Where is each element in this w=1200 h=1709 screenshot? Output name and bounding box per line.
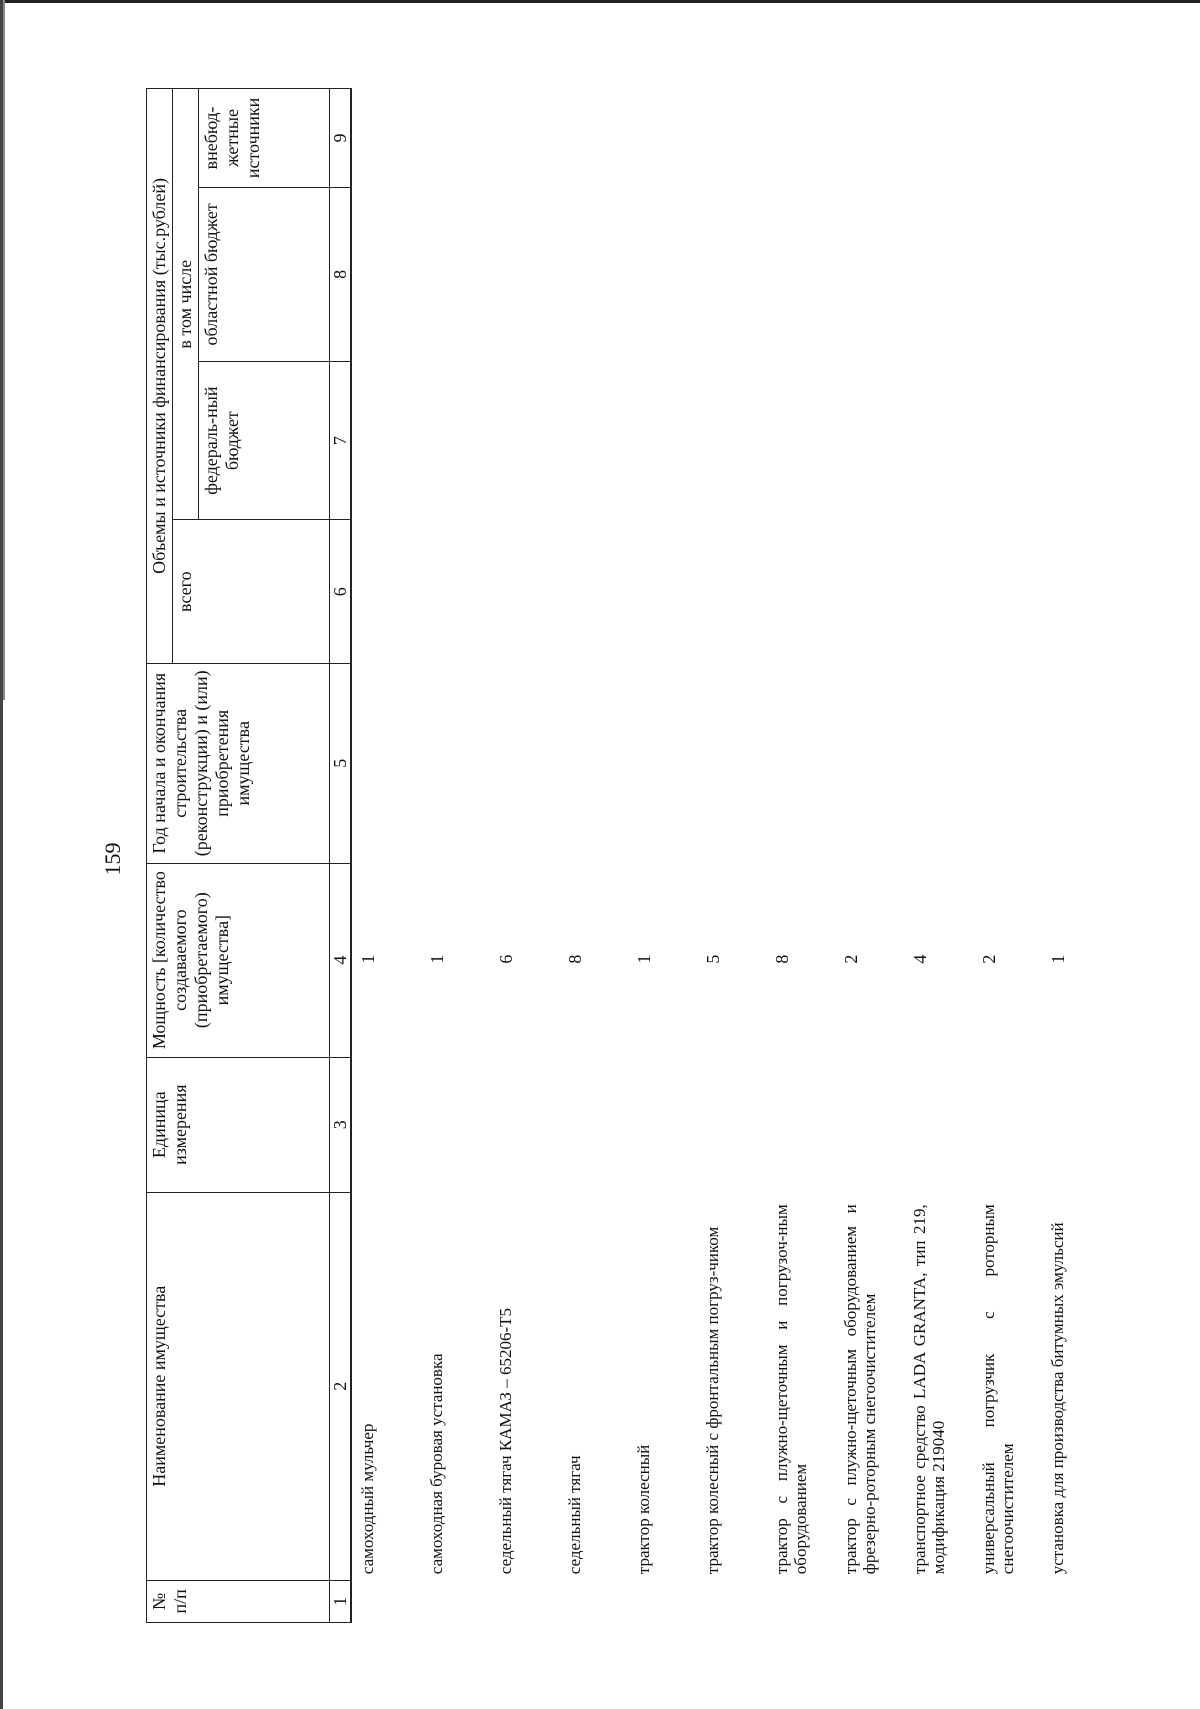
column-number: 9 xyxy=(330,89,352,188)
column-number: 5 xyxy=(330,663,352,863)
header-federal-budget: федераль-ный бюджет xyxy=(199,361,330,520)
page-number: 159 xyxy=(100,842,125,876)
column-number: 2 xyxy=(330,1192,352,1580)
table-row xyxy=(904,89,973,1623)
property-name: трактор с плужно-щеточным оборудованием и фрезерно-роторным снегоочистителем xyxy=(841,1204,879,1575)
property-quantity: 1 xyxy=(1048,954,1068,964)
property-name: самоходный мульчер xyxy=(358,1423,377,1575)
property-name: универсальный погрузчик с роторным снегоочистителем xyxy=(979,1204,1017,1575)
property-quantity: 2 xyxy=(979,954,999,964)
table-row xyxy=(490,89,559,1623)
header-regional-budget: областной бюджет xyxy=(199,187,330,361)
header-extrabudgetary: внебюд-жетные источники xyxy=(199,89,330,188)
column-number: 1 xyxy=(330,1580,352,1622)
property-quantity: 1 xyxy=(427,954,447,964)
column-number: 3 xyxy=(330,1057,352,1192)
table-row xyxy=(1042,89,1111,1623)
header-total: всего xyxy=(173,520,330,663)
property-quantity: 1 xyxy=(358,954,378,964)
header-unit: Единица измерения xyxy=(147,1057,330,1192)
header-property-name: Наименование имущества xyxy=(147,1192,330,1580)
table-row xyxy=(697,89,766,1623)
property-name: установка для производства битумных эмульсий xyxy=(1048,1222,1067,1575)
table-row xyxy=(351,89,421,1623)
property-name: седельный тягач КАМАЗ – 65206-Т5 xyxy=(496,1308,515,1575)
property-quantity: 6 xyxy=(496,954,516,964)
table-row xyxy=(835,89,904,1623)
property-name: седельный тягач xyxy=(565,1455,584,1575)
column-number: 4 xyxy=(330,863,352,1057)
property-quantity: 8 xyxy=(772,954,792,964)
property-quantity: 8 xyxy=(565,954,585,964)
property-name: самоходная буровая установка xyxy=(427,1353,446,1575)
property-quantity: 1 xyxy=(634,954,654,964)
property-name: трактор с плужно-щеточным и погрузоч-ным оборудованием xyxy=(772,1204,810,1575)
header-number: № п/п xyxy=(147,1580,330,1622)
column-number-row xyxy=(330,89,352,1623)
property-table xyxy=(146,88,1111,1623)
property-rows xyxy=(351,89,1111,1623)
column-number: 7 xyxy=(330,361,352,520)
table-row xyxy=(559,89,628,1623)
column-number: 8 xyxy=(330,187,352,361)
property-name: трактор колесный с фронтальным погруз-чиком xyxy=(703,1226,722,1575)
table-row xyxy=(973,89,1042,1623)
property-quantity: 2 xyxy=(841,954,861,964)
header-including: в том числе xyxy=(173,89,199,520)
property-name: трактор колесный xyxy=(634,1444,653,1575)
table-row xyxy=(628,89,697,1623)
header-financing: Объемы и источники финансирования (тыс.рублей) xyxy=(147,89,173,664)
header-capacity: Мощность [количество создаваемого (приобретаемого) имущества] xyxy=(147,863,330,1057)
table-row xyxy=(766,89,835,1623)
property-quantity: 5 xyxy=(703,954,723,964)
property-quantity: 4 xyxy=(910,954,930,964)
column-number: 6 xyxy=(330,520,352,663)
header-years: Год начала и окончания строительства (реконструкции) и (или) приобретения имущества xyxy=(147,663,330,863)
property-name: транспортное средство LADA GRANTA, тип 219, модификация 219040 xyxy=(910,1204,948,1575)
table-row xyxy=(421,89,490,1623)
